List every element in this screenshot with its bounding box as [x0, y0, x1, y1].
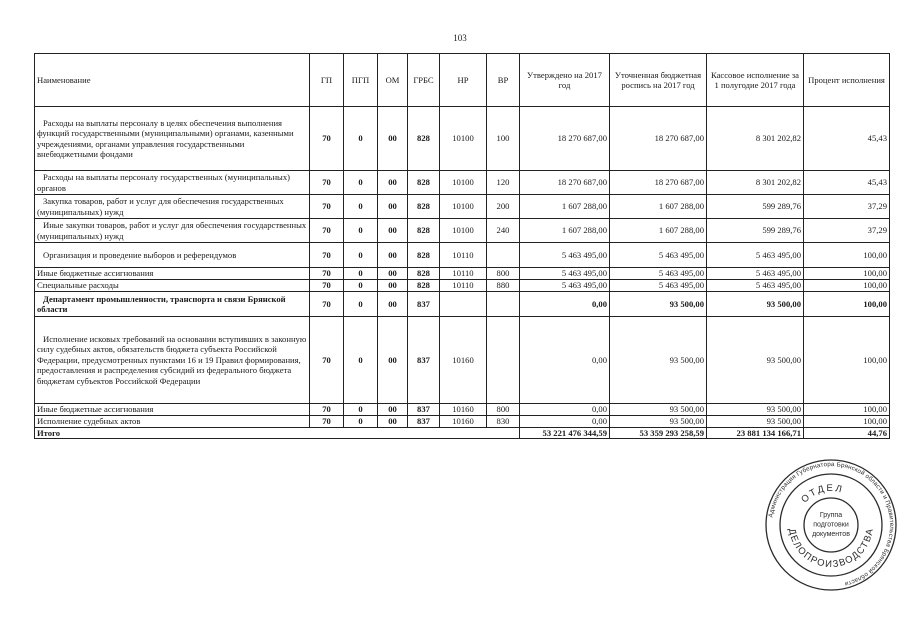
row-name: Закупка товаров, работ и услуг для обеспечения государственных (муниципальных) нужд — [35, 195, 310, 219]
col-header-om: ОМ — [378, 54, 408, 107]
cell-cash: 5 463 495,00 — [707, 268, 804, 280]
cell-grbs: 828 — [408, 171, 440, 195]
cell-om: 00 — [378, 317, 408, 404]
row-name: Расходы на выплаты персоналу в целях обеспечения выполнения функций государственными (муниципальными) органами, казенными учреждениями, органами управления государственными внебюджетными фондами — [35, 107, 310, 171]
cell-gp: 70 — [310, 292, 344, 317]
cell-percent: 100,00 — [804, 416, 890, 428]
cell-np: 10100 — [440, 219, 487, 243]
cell-grbs: 828 — [408, 219, 440, 243]
cell-refined: 1 607 288,00 — [610, 195, 707, 219]
cell-vr — [487, 292, 520, 317]
cell-vr: 120 — [487, 171, 520, 195]
cell-gp: 70 — [310, 404, 344, 416]
cell-vr: 800 — [487, 404, 520, 416]
table-row — [35, 280, 890, 292]
row-name: Департамент промышленности, транспорта и связи Брянской области — [35, 292, 310, 317]
col-header-vr: ВР — [487, 54, 520, 107]
cell-om: 00 — [378, 268, 408, 280]
cell-percent: 45,43 — [804, 171, 890, 195]
cell-vr — [487, 243, 520, 268]
col-header-percent: Процент исполнения — [804, 54, 890, 107]
stamp-center-line1: Группа — [819, 512, 843, 519]
col-header-gp: ГП — [310, 54, 344, 107]
cell-grbs: 828 — [408, 195, 440, 219]
cell-refined: 5 463 495,00 — [610, 243, 707, 268]
col-header-grbs: ГРБС — [408, 54, 440, 107]
cell-pgp: 0 — [344, 219, 378, 243]
cell-cash: 5 463 495,00 — [707, 243, 804, 268]
table-row — [35, 243, 890, 268]
cell-om: 00 — [378, 280, 408, 292]
table-row — [35, 268, 890, 280]
cell-om: 00 — [378, 219, 408, 243]
table-row — [35, 292, 890, 317]
cell-refined: 93 500,00 — [610, 292, 707, 317]
cell-refined: 93 500,00 — [610, 317, 707, 404]
col-header-refined: Уточненная бюджетная роспись на 2017 год — [610, 54, 707, 107]
stamp-outer-text: Администрация Губернатора Брянской области и Правительства Брянской области — [767, 460, 896, 588]
cell-gp: 70 — [310, 171, 344, 195]
cell-approved: 5 463 495,00 — [520, 243, 610, 268]
row-name: Организация и проведение выборов и референдумов — [35, 243, 310, 268]
cell-gp: 70 — [310, 107, 344, 171]
cell-approved: 0,00 — [520, 292, 610, 317]
cell-pgp: 0 — [344, 416, 378, 428]
row-name: Иные закупки товаров, работ и услуг для обеспечения государственных (муниципальных) нужд — [35, 219, 310, 243]
cell-grbs: 837 — [408, 292, 440, 317]
cell-om: 00 — [378, 292, 408, 317]
cell-vr: 800 — [487, 268, 520, 280]
cell-np: 10110 — [440, 243, 487, 268]
cell-gp: 70 — [310, 195, 344, 219]
table-row — [35, 107, 890, 171]
cell-refined: 18 270 687,00 — [610, 107, 707, 171]
cell-grbs: 837 — [408, 416, 440, 428]
cell-om: 00 — [378, 416, 408, 428]
cell-cash: 93 500,00 — [707, 416, 804, 428]
cell-grbs: 837 — [408, 404, 440, 416]
cell-vr — [487, 317, 520, 404]
cell-approved: 0,00 — [520, 317, 610, 404]
col-header-pgp: ПГП — [344, 54, 378, 107]
cell-gp: 70 — [310, 416, 344, 428]
col-header-approved: Утверждено на 2017 год — [520, 54, 610, 107]
cell-approved: 1 607 288,00 — [520, 219, 610, 243]
cell-np: 10160 — [440, 317, 487, 404]
table-row — [35, 219, 890, 243]
cell-gp: 70 — [310, 219, 344, 243]
header-row — [35, 54, 890, 107]
cell-approved: 0,00 — [520, 404, 610, 416]
cell-vr: 830 — [487, 416, 520, 428]
cell-percent: 100,00 — [804, 280, 890, 292]
cell-cash: 8 301 202,82 — [707, 107, 804, 171]
cell-refined: 5 463 495,00 — [610, 280, 707, 292]
cell-np: 10100 — [440, 107, 487, 171]
cell-pgp: 0 — [344, 195, 378, 219]
total-cash: 23 881 134 166,71 — [707, 428, 804, 439]
cell-gp: 70 — [310, 268, 344, 280]
cell-vr: 100 — [487, 107, 520, 171]
cell-approved: 18 270 687,00 — [520, 107, 610, 171]
cell-np: 10110 — [440, 268, 487, 280]
cell-pgp: 0 — [344, 171, 378, 195]
total-refined: 53 359 293 258,59 — [610, 428, 707, 439]
table-row — [35, 317, 890, 404]
table-row — [35, 171, 890, 195]
cell-refined: 93 500,00 — [610, 404, 707, 416]
total-percent: 44,76 — [804, 428, 890, 439]
stamp-center-line2: подготовки — [813, 521, 849, 529]
cell-vr: 240 — [487, 219, 520, 243]
cell-pgp: 0 — [344, 280, 378, 292]
row-name: Расходы на выплаты персоналу государственных (муниципальных) органов — [35, 171, 310, 195]
cell-np — [440, 292, 487, 317]
cell-grbs: 828 — [408, 268, 440, 280]
col-header-name: Наименование — [35, 54, 310, 107]
col-header-cash: Кассовое исполнение за 1 полугодие 2017 года — [707, 54, 804, 107]
cell-percent: 100,00 — [804, 268, 890, 280]
total-row — [35, 428, 890, 439]
cell-approved: 5 463 495,00 — [520, 280, 610, 292]
cell-refined: 18 270 687,00 — [610, 171, 707, 195]
cell-cash: 599 289,76 — [707, 219, 804, 243]
page-number: 103 — [453, 33, 467, 43]
cell-percent: 100,00 — [804, 317, 890, 404]
cell-om: 00 — [378, 195, 408, 219]
col-header-np: НР — [440, 54, 487, 107]
cell-pgp: 0 — [344, 404, 378, 416]
cell-cash: 93 500,00 — [707, 292, 804, 317]
cell-om: 00 — [378, 107, 408, 171]
cell-pgp: 0 — [344, 317, 378, 404]
row-name: Иные бюджетные ассигнования — [35, 404, 310, 416]
cell-approved: 18 270 687,00 — [520, 171, 610, 195]
cell-percent: 37,29 — [804, 195, 890, 219]
cell-pgp: 0 — [344, 292, 378, 317]
table-row — [35, 404, 890, 416]
cell-om: 00 — [378, 171, 408, 195]
cell-percent: 45,43 — [804, 107, 890, 171]
stamp-dept-top: ОТДЕЛ — [799, 482, 845, 506]
office-stamp — [764, 458, 898, 592]
stamp-center-line3: документов — [812, 531, 850, 538]
cell-percent: 100,00 — [804, 404, 890, 416]
cell-pgp: 0 — [344, 268, 378, 280]
row-name: Иные бюджетные ассигнования — [35, 268, 310, 280]
row-name: Исполнение судебных актов — [35, 416, 310, 428]
row-name: Исполнение исковых требований на основании вступивших в законную силу судебных актов, обязательств бюджета субъекта Российской Федерации, предусмотренных пунктами 16 и 19 Правил формирования, предоставления и распределения субсидий из федерального бюджета бюджетам субъектов Российской Федерации — [35, 317, 310, 404]
cell-om: 00 — [378, 404, 408, 416]
cell-cash: 8 301 202,82 — [707, 171, 804, 195]
budget-table — [34, 53, 890, 439]
cell-gp: 70 — [310, 243, 344, 268]
row-name: Специальные расходы — [35, 280, 310, 292]
cell-cash: 5 463 495,00 — [707, 280, 804, 292]
cell-percent: 37,29 — [804, 219, 890, 243]
cell-cash: 93 500,00 — [707, 317, 804, 404]
cell-grbs: 828 — [408, 243, 440, 268]
cell-np: 10160 — [440, 416, 487, 428]
cell-gp: 70 — [310, 317, 344, 404]
stamp-dept-bottom: ДЕЛОПРОИЗВОДСТВА — [786, 526, 877, 571]
cell-refined: 5 463 495,00 — [610, 268, 707, 280]
cell-refined: 93 500,00 — [610, 416, 707, 428]
cell-cash: 599 289,76 — [707, 195, 804, 219]
cell-grbs: 828 — [408, 280, 440, 292]
cell-om: 00 — [378, 243, 408, 268]
cell-grbs: 828 — [408, 107, 440, 171]
cell-np: 10100 — [440, 171, 487, 195]
cell-percent: 100,00 — [804, 292, 890, 317]
cell-pgp: 0 — [344, 243, 378, 268]
cell-approved: 0,00 — [520, 416, 610, 428]
cell-cash: 93 500,00 — [707, 404, 804, 416]
cell-approved: 1 607 288,00 — [520, 195, 610, 219]
cell-gp: 70 — [310, 280, 344, 292]
total-approved: 53 221 476 344,59 — [520, 428, 610, 439]
cell-grbs: 837 — [408, 317, 440, 404]
cell-np: 10160 — [440, 404, 487, 416]
table-row — [35, 416, 890, 428]
cell-vr: 200 — [487, 195, 520, 219]
cell-np: 10100 — [440, 195, 487, 219]
cell-np: 10110 — [440, 280, 487, 292]
cell-vr: 880 — [487, 280, 520, 292]
total-label: Итого — [35, 428, 520, 439]
cell-percent: 100,00 — [804, 243, 890, 268]
cell-refined: 1 607 288,00 — [610, 219, 707, 243]
table-row — [35, 195, 890, 219]
cell-approved: 5 463 495,00 — [520, 268, 610, 280]
cell-pgp: 0 — [344, 107, 378, 171]
